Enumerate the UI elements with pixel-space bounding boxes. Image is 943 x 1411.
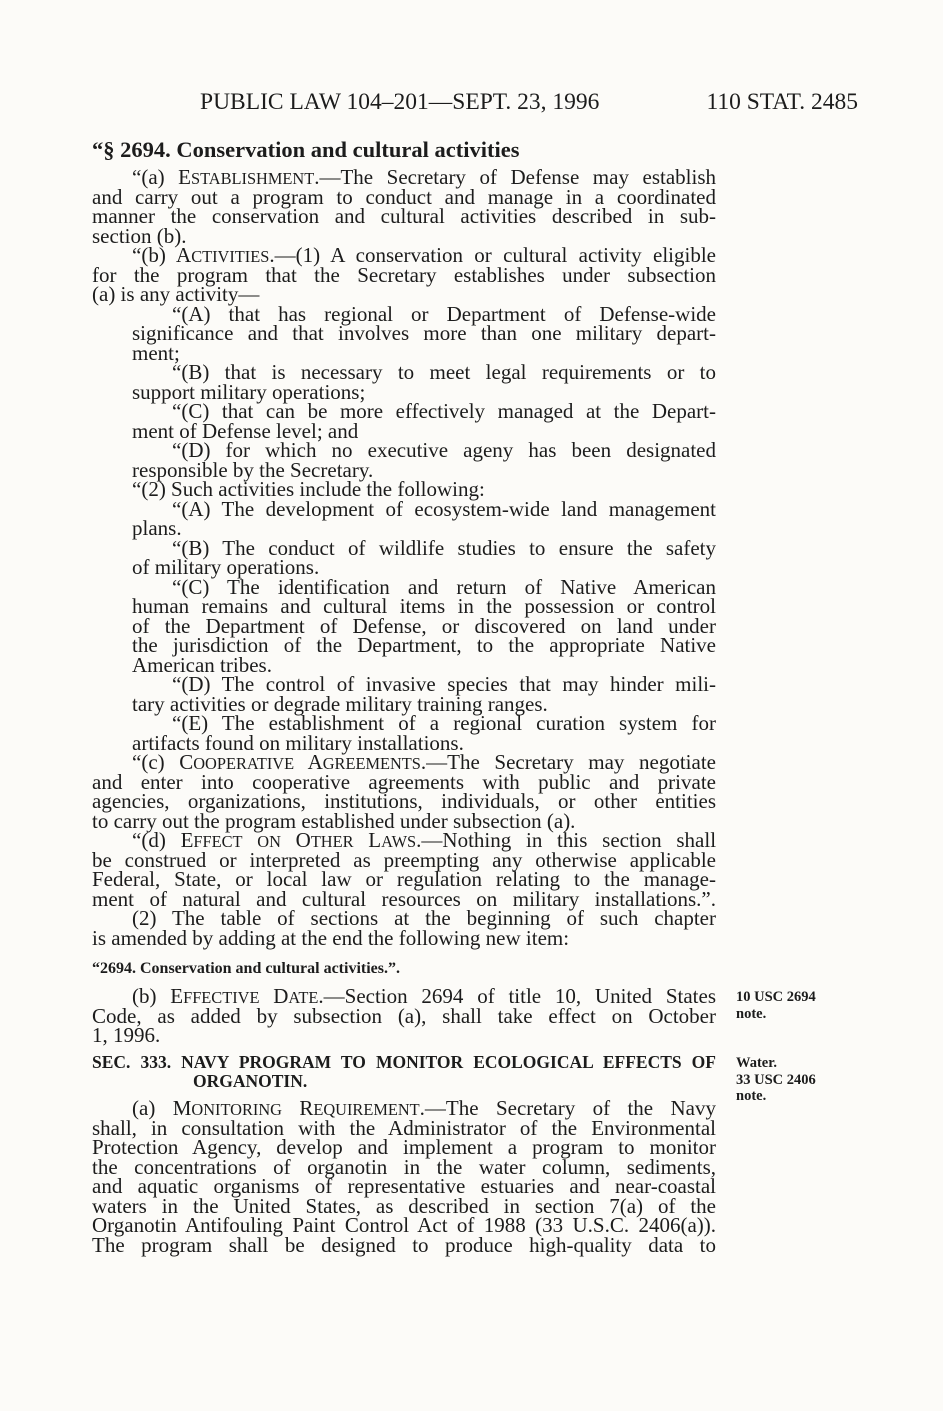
- text-line: “(2) Such activities include the following:: [132, 477, 485, 501]
- text-line: human remains and cultural items in the possession or control: [132, 594, 716, 618]
- small-caps-run: EFFECTIVE DATE: [170, 984, 319, 1008]
- text-line: of military operations.: [132, 555, 320, 579]
- text-line: 1, 1996.: [92, 1023, 161, 1047]
- table-of-sections-item: “2694. Conservation and cultural activities.”.: [92, 960, 400, 977]
- text-line: and aquatic organisms of representative estuaries and near-coastal: [92, 1174, 716, 1198]
- text-line: (a) is any activity—: [92, 282, 260, 306]
- text-line: manner the conservation and cultural activities described in sub-: [92, 204, 716, 228]
- section-heading: “§ 2694. Conservation and cultural activities: [92, 137, 520, 162]
- text-line: “(D) The control of invasive species that may hinder mili-: [172, 672, 716, 696]
- text-line: Protection Agency, develop and implement a program to monitor: [92, 1135, 716, 1159]
- text-line: “(A) that has regional or Department of Defense-wide: [172, 301, 716, 326]
- text-line: agencies, organizations, institutions, individuals, or other entities: [92, 789, 716, 813]
- text-line: plans.: [132, 516, 182, 540]
- table-amendment-paragraph: [92, 906, 716, 950]
- margin-note-line: 10 USC 2694: [736, 989, 816, 1005]
- line-prefix: “(b): [132, 243, 177, 267]
- text-line: the jurisdiction of the Department, to the appropriate Native: [132, 633, 716, 657]
- text-line: support military operations;: [132, 379, 366, 404]
- text-line: “(A) The development of ecosystem-wide land management: [172, 496, 716, 521]
- text-line: is amended by adding at the end the following new item:: [92, 925, 570, 950]
- section-2694-body: [92, 165, 717, 911]
- small-caps-run: ESTABLISHMENT: [178, 165, 315, 189]
- small-caps-run: EFFECT ON OTHER LAWS: [180, 828, 417, 852]
- small-caps-run: MONITORING REQUIREMENT: [172, 1096, 420, 1120]
- line-text: .—The Secretary of Defense may establish: [314, 165, 716, 189]
- text-line: “(B) that is necessary to meet legal requirements or to: [172, 360, 716, 384]
- text-line: artifacts found on military installations.: [132, 730, 464, 755]
- line-text: .—(1) A conservation or cultural activity eligible: [269, 243, 716, 267]
- text-line: “(B) The conduct of wildlife studies to ensure the safety: [172, 535, 716, 560]
- text-line: ment of natural and cultural resources on military installations.”.: [92, 886, 716, 911]
- text-line: The program shall be designed to produce high-quality data to: [92, 1232, 716, 1257]
- text-line: and enter into cooperative agreements with public and private: [92, 769, 716, 794]
- text-line: Organotin Antifouling Paint Control Act of 1988 (33 U.S.C. 2406(a)).: [92, 1213, 716, 1237]
- margin-note-line: 33 USC 2406: [736, 1071, 816, 1088]
- heading-line: ORGANOTIN.: [193, 1071, 308, 1091]
- running-head-title: PUBLIC LAW 104–201—SEPT. 23, 1996: [200, 89, 600, 115]
- margin-note: [736, 989, 816, 1022]
- small-caps-run: COOPERATIVE AGREEMENTS: [179, 750, 421, 774]
- sec-333-heading: [92, 1053, 716, 1091]
- text-line: Federal, State, or local law or regulation relating to the manage-: [92, 867, 716, 891]
- text-line: to carry out the program established under subsection (a).: [92, 808, 576, 833]
- margin-note-line: note.: [736, 1088, 767, 1104]
- text-line: (2) The table of sections at the beginning of such chapter: [132, 906, 716, 930]
- text-line: “(C) that can be more effectively managed at the Depart-: [172, 399, 716, 423]
- line-prefix: (a): [132, 1096, 173, 1120]
- margin-note-line: note.: [736, 1005, 767, 1022]
- text-line: ment;: [132, 340, 180, 365]
- small-caps-run: ACTIVITIES: [176, 243, 270, 267]
- line-prefix: “(c): [132, 750, 180, 774]
- text-line: ment of Defense level; and: [132, 418, 359, 443]
- text-line: the concentrations of organotin in the water column, sediments,: [92, 1154, 716, 1179]
- heading-line: SEC. 333. NAVY PROGRAM TO MONITOR ECOLOGICAL EFFECTS OF: [92, 1052, 716, 1072]
- text-line: tary activities or degrade military training ranges.: [132, 691, 548, 716]
- text-line: and carry out a program to conduct and manage in a coordinated: [92, 184, 716, 209]
- line-prefix: “(a): [132, 165, 179, 189]
- line-text: .—Nothing in this section shall: [416, 828, 717, 852]
- text-line: significance and that involves more than one military depart-: [132, 321, 716, 345]
- line-text: .—The Secretary of the Navy: [419, 1096, 716, 1120]
- page-stat-number: 110 STAT. 2485: [706, 89, 858, 115]
- line-text: .—The Secretary may negotiate: [420, 750, 716, 774]
- margin-note-line: Water.: [736, 1055, 777, 1071]
- text-line: waters in the United States, as described in section 7(a) of the: [92, 1193, 716, 1218]
- text-line: “(E) The establishment of a regional curation system for: [172, 711, 716, 735]
- text-line: for the program that the Secretary establishes under subsection: [92, 262, 716, 287]
- text-line: “(C) The identification and return of Native American: [172, 574, 716, 599]
- text-line: Code, as added by subsection (a), shall take effect on October: [92, 1003, 716, 1028]
- text-line: of the Department of Defense, or discovered on land under: [132, 613, 716, 638]
- effective-date-paragraph: [92, 984, 716, 1047]
- text-line: shall, in consultation with the Administrator of the Environmental: [92, 1115, 716, 1140]
- line-prefix: “(d): [132, 828, 181, 852]
- line-text: .—Section 2694 of title 10, United States: [318, 984, 716, 1008]
- text-line: “(D) for which no executive ageny has been designated: [172, 438, 716, 462]
- margin-note: [736, 1055, 816, 1105]
- text-line: American tribes.: [132, 652, 272, 677]
- sec-333-body: [92, 1096, 716, 1257]
- text-line: responsible by the Secretary.: [132, 457, 374, 482]
- text-line: section (b).: [92, 223, 187, 248]
- line-prefix: (b): [132, 984, 171, 1008]
- text-line: be construed or interpreted as preempting any otherwise applicable: [92, 847, 716, 872]
